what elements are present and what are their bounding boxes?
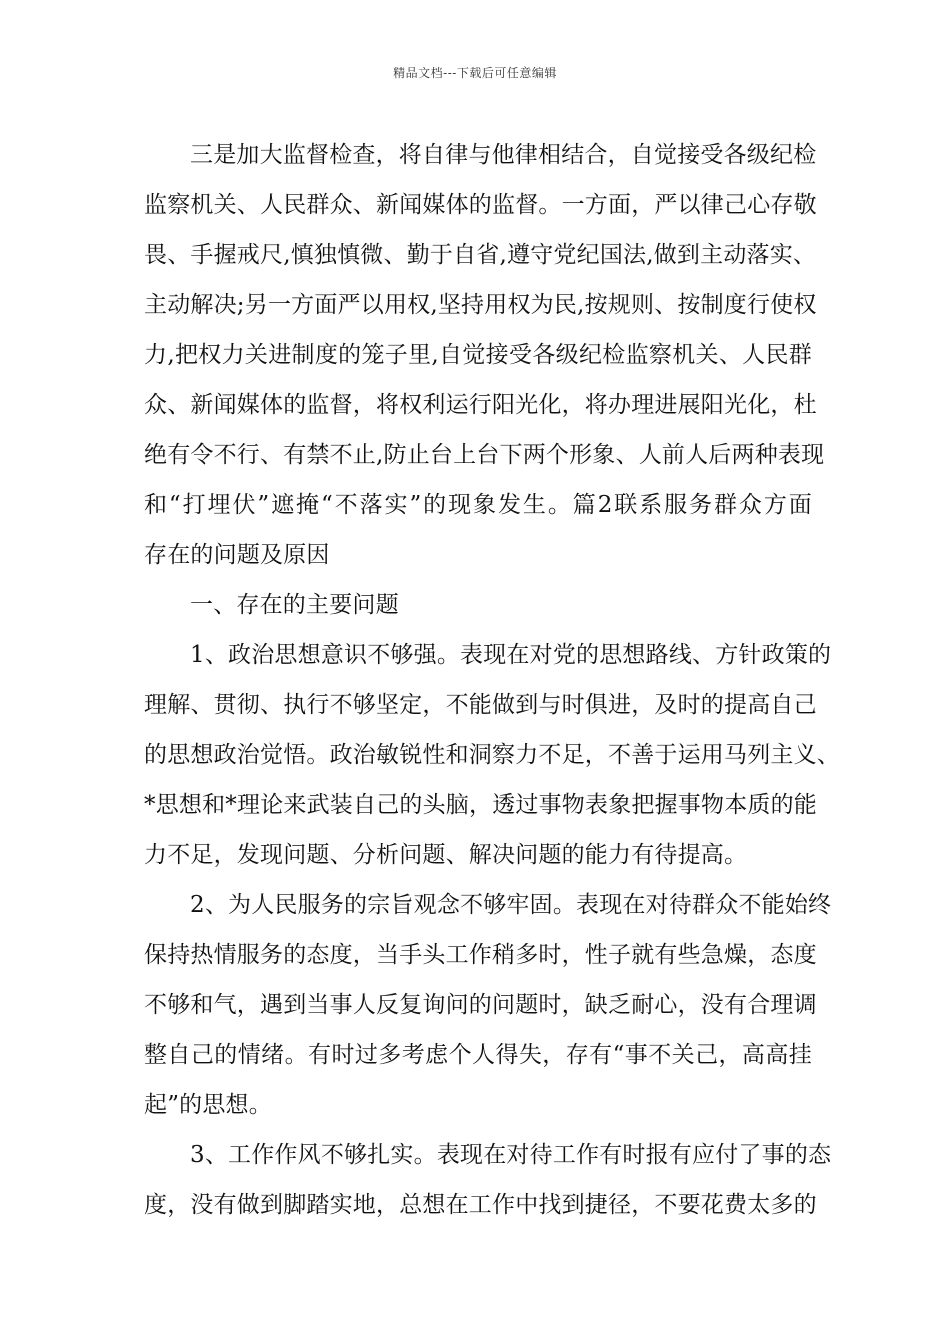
text-line: *思想和*理论来武装自己的头脑，透过事物表象把握事物本质的能 (144, 792, 817, 818)
document-body (144, 130, 840, 1230)
text-line: 三是加大监督检查，将自律与他律相结合，自觉接受各级纪检 (190, 142, 817, 168)
text-line: 整自己的情绪。有时过多考虑个人得失，存有“事不关己，高高挂 (144, 1042, 812, 1068)
text-line: 众、新闻媒体的监督，将权利运行阳光化，将办理进展阳光化，杜 (144, 392, 817, 418)
text-line: 的思想政治觉悟。政治敏锐性和洞察力不足，不善于运用马列主义、 (144, 742, 840, 768)
text-line: 力不足，发现问题、分析问题、解决问题的能力有待提高。 (144, 842, 748, 868)
text-line: 主动解决;另一方面严以用权,坚持用权为民,按规则、按制度行使权 (144, 292, 817, 318)
text-line: 畏、手握戒尺,慎独慎微、勤于自省,遵守党纪国法,做到主动落实、 (144, 242, 817, 268)
text-line: 3、工作作风不够扎实。表现在对待工作有时报有应付了事的态 (190, 1142, 832, 1168)
section-heading: 一、存在的主要问题 (190, 592, 399, 618)
page-header: 精品文档---下载后可任意编辑 (393, 66, 557, 80)
text-line: 起”的思想。 (144, 1092, 272, 1118)
text-line: 力,把权力关进制度的笼子里,自觉接受各级纪检监察机关、人民群 (144, 342, 812, 368)
text-line: 保持热情服务的态度，当手头工作稍多时，性子就有些急燥，态度 (144, 942, 817, 968)
text-line: 2、为人民服务的宗旨观念不够牢固。表现在对待群众不能始终 (190, 892, 832, 918)
text-line: 不够和气，遇到当事人反复询问的问题时，缺乏耐心，没有合理调 (144, 992, 817, 1018)
text-line: 1、政治思想意识不够强。表现在对党的思想路线、方针政策的 (190, 642, 832, 668)
text-line: 监察机关、人民群众、新闻媒体的监督。一方面，严以律己心存敬 (144, 192, 817, 218)
text-line: 存在的问题及原因 (144, 542, 330, 568)
text-line: 理解、贯彻、执行不够坚定，不能做到与时俱进，及时的提高自己 (144, 692, 817, 718)
text-line: 度，没有做到脚踏实地，总想在工作中找到捷径，不要花费太多的 (144, 1192, 817, 1218)
text-line: 绝有令不行、有禁不止,防止台上台下两个形象、人前人后两种表现 (144, 442, 825, 468)
text-line: 和“打埋伏”遮掩“不落实”的现象发生。篇2联系服务群众方面 (144, 492, 812, 518)
